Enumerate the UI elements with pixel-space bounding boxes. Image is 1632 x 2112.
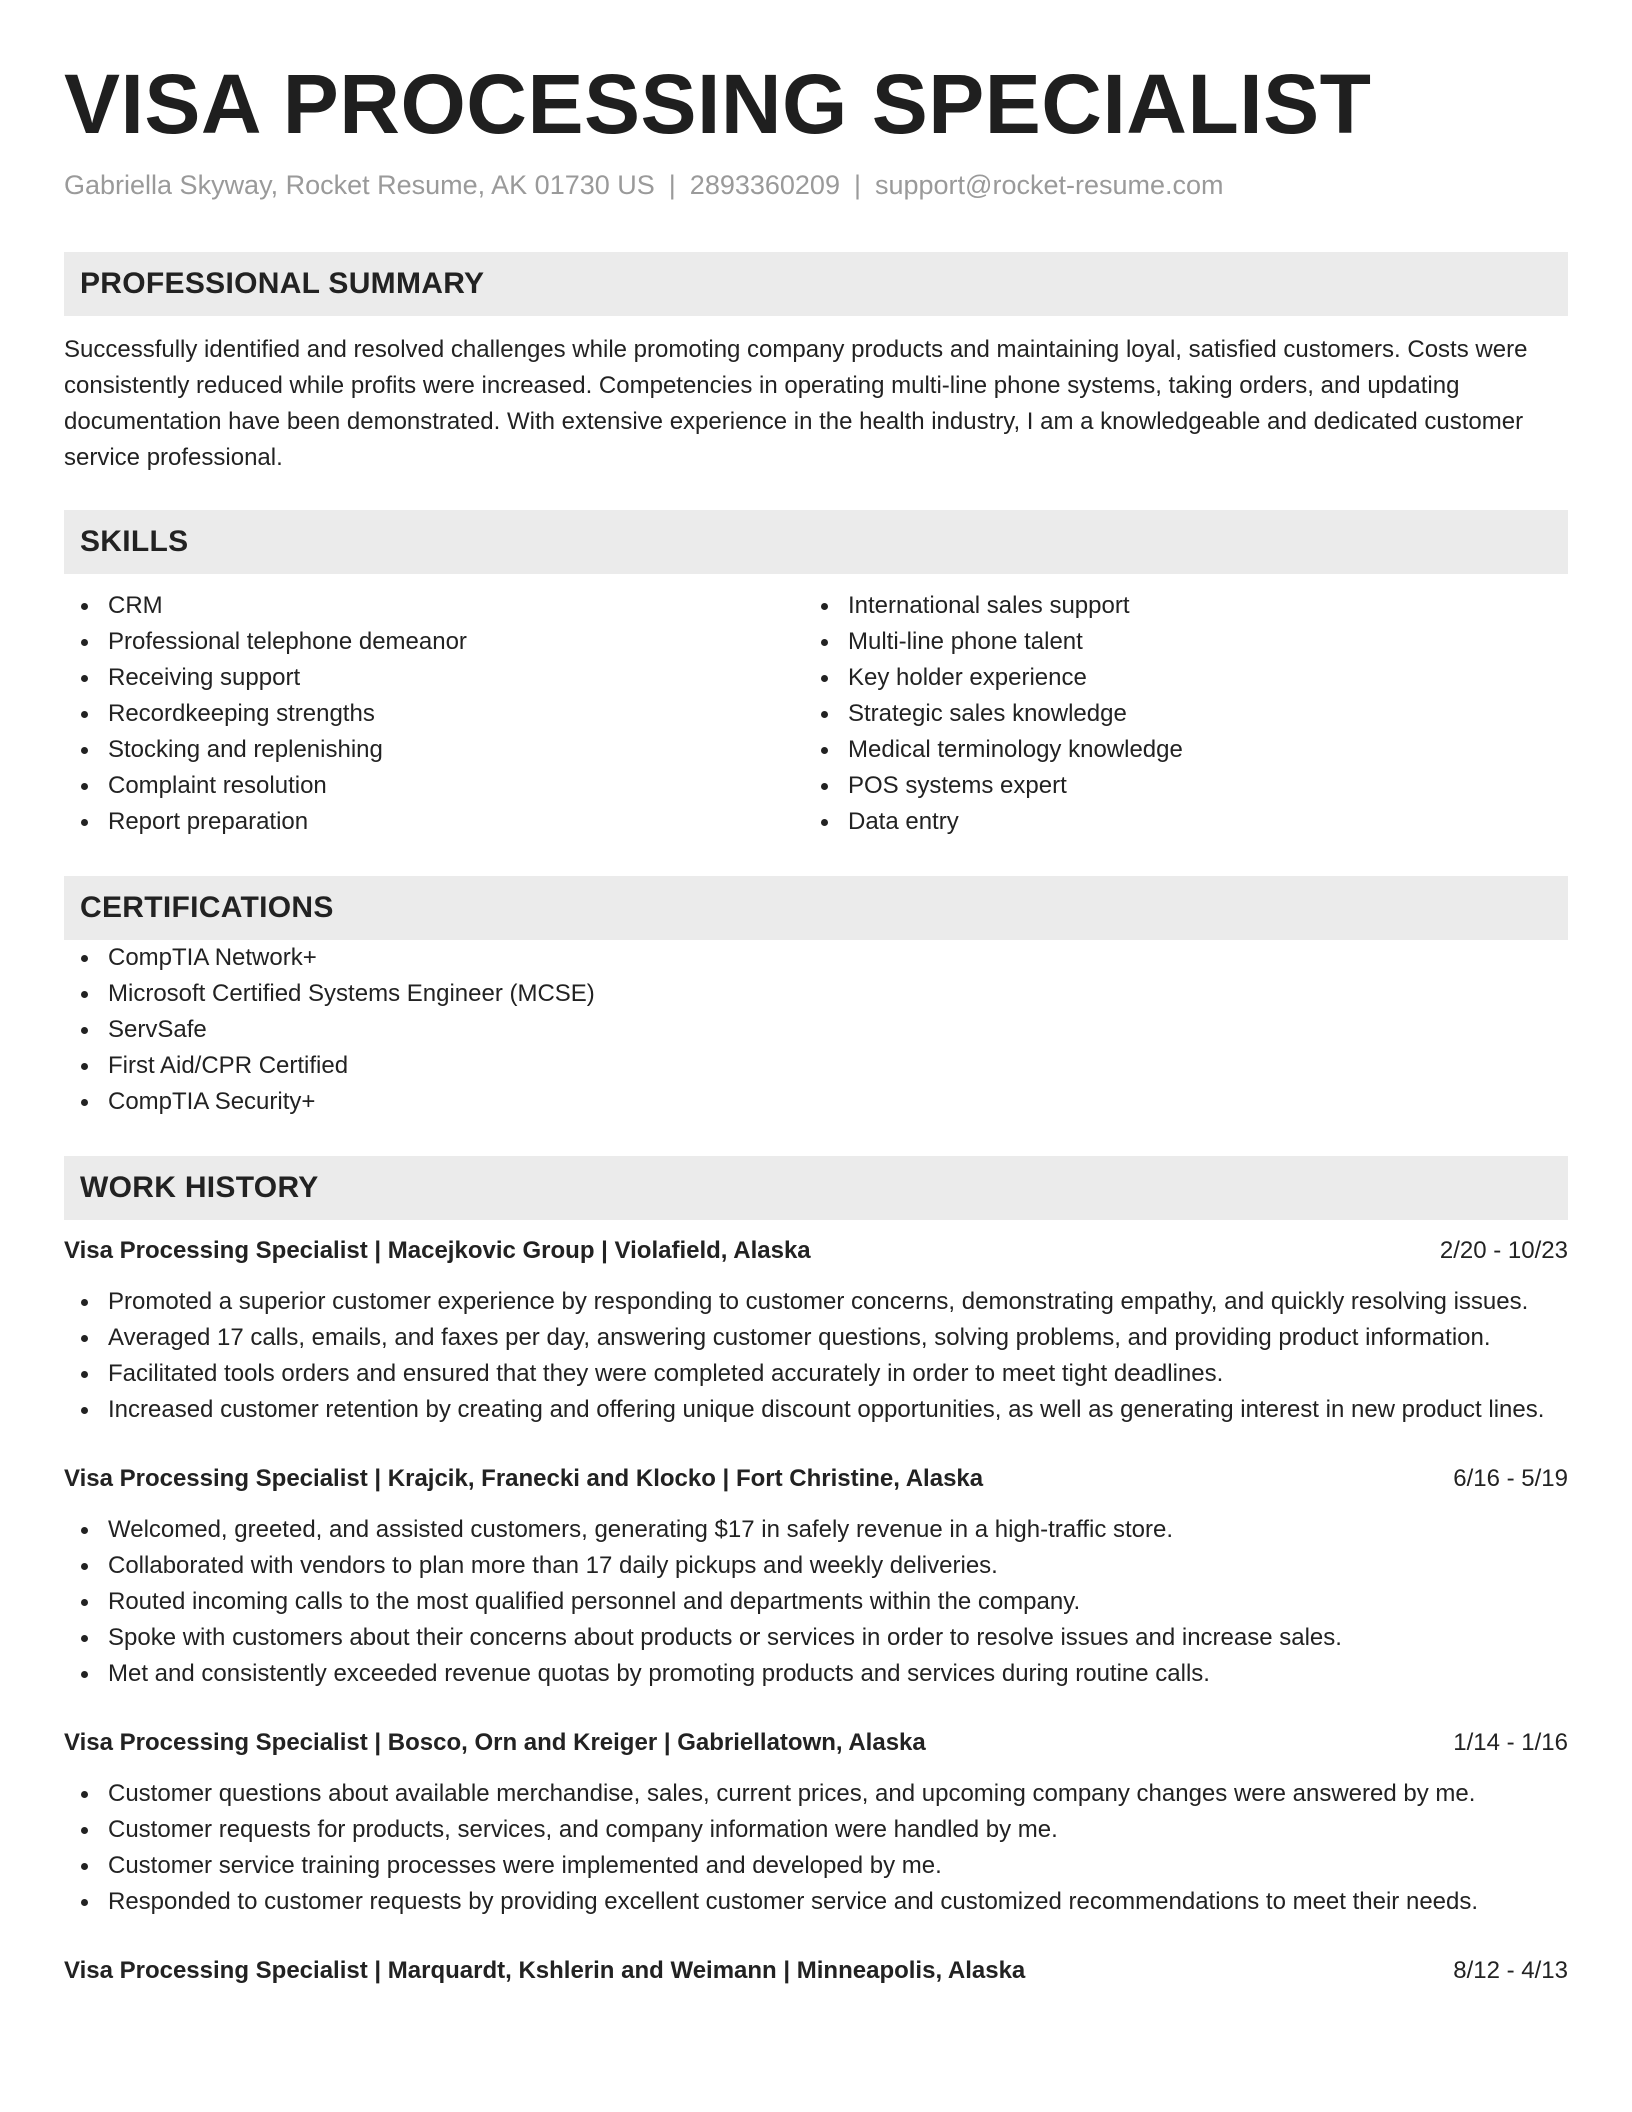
job-title: Visa Processing Specialist | Marquardt, Kshlerin and Weimann | Minneapolis, Alaska [64, 1957, 1026, 1984]
skills-list-left [64, 588, 804, 840]
skill-item: Medical terminology knowledge [848, 732, 1544, 768]
job-bullet: Increased customer retention by creating and offering unique discount opportunities, as well as generating interest in new product lines. [108, 1392, 1568, 1428]
contact-phone: 2893360209 [689, 170, 840, 200]
job-bullet: Spoke with customers about their concerns about products or services in order to resolve issues and increase sales. [108, 1620, 1568, 1656]
job-entry [64, 1726, 1568, 1920]
job-bullet: Routed incoming calls to the most qualified personnel and departments within the company. [108, 1584, 1568, 1620]
contact-line [64, 168, 1568, 202]
job-bullet: Promoted a superior customer experience by responding to customer concerns, demonstrating empathy, and quickly resolving issues. [108, 1284, 1568, 1320]
job-bullet: Customer service training processes were implemented and developed by me. [108, 1848, 1568, 1884]
contact-address: Gabriella Skyway, Rocket Resume, AK 01730 US [64, 170, 655, 200]
skill-item: Strategic sales knowledge [848, 696, 1544, 732]
job-dates: 1/14 - 1/16 [1453, 1729, 1568, 1756]
job-bullet: Collaborated with vendors to plan more than 17 daily pickups and weekly deliveries. [108, 1548, 1568, 1584]
job-entry [64, 1234, 1568, 1428]
certification-item: CompTIA Network+ [108, 940, 1568, 976]
skill-item: Multi-line phone talent [848, 624, 1544, 660]
section-heading-work-history: WORK HISTORY [64, 1156, 1568, 1220]
contact-separator: | [668, 170, 676, 200]
job-dates: 2/20 - 10/23 [1439, 1237, 1568, 1264]
job-bullets [64, 1284, 1568, 1428]
job-entry [64, 1462, 1568, 1692]
job-bullets [64, 1776, 1568, 1920]
skills-list-right [804, 588, 1544, 840]
skill-item: CRM [108, 588, 804, 624]
job-bullet: Welcomed, greeted, and assisted customers, generating $17 in safely revenue in a high-traffic store. [108, 1512, 1568, 1548]
job-bullets [64, 1512, 1568, 1692]
job-title: Visa Processing Specialist | Bosco, Orn and Kreiger | Gabriellatown, Alaska [64, 1729, 926, 1756]
skill-item: Stocking and replenishing [108, 732, 804, 768]
job-bullet: Responded to customer requests by providing excellent customer service and customized recommendations to meet their needs. [108, 1884, 1568, 1920]
section-heading-skills: SKILLS [64, 510, 1568, 574]
job-bullet: Facilitated tools orders and ensured that they were completed accurately in order to meet tight deadlines. [108, 1356, 1568, 1392]
skill-item: International sales support [848, 588, 1544, 624]
job-header [64, 1234, 1568, 1268]
job-bullet: Customer requests for products, services, and company information were handled by me. [108, 1812, 1568, 1848]
skill-item: Data entry [848, 804, 1544, 840]
job-header [64, 1462, 1568, 1496]
skill-item: Professional telephone demeanor [108, 624, 804, 660]
section-heading-summary: PROFESSIONAL SUMMARY [64, 252, 1568, 316]
certification-item: CompTIA Security+ [108, 1084, 1568, 1120]
section-heading-certifications: CERTIFICATIONS [64, 876, 1568, 940]
skills-column-right [804, 588, 1544, 840]
contact-email: support@rocket-resume.com [874, 170, 1224, 200]
job-header [64, 1954, 1568, 1988]
contact-separator: | [853, 170, 861, 200]
skill-item: Recordkeeping strengths [108, 696, 804, 732]
job-header [64, 1726, 1568, 1760]
job-title: Visa Processing Specialist | Krajcik, Franecki and Klocko | Fort Christine, Alaska [64, 1465, 984, 1492]
job-bullet: Customer questions about available merchandise, sales, current prices, and upcoming company changes were answered by me. [108, 1776, 1568, 1812]
skills-column-left [64, 588, 804, 840]
job-bullet: Averaged 17 calls, emails, and faxes per day, answering customer questions, solving problems, and providing product information. [108, 1320, 1568, 1356]
skill-item: Report preparation [108, 804, 804, 840]
resume-title: VISA PROCESSING SPECIALIST [64, 57, 1372, 151]
job-dates: 8/12 - 4/13 [1453, 1957, 1568, 1984]
skill-item: Receiving support [108, 660, 804, 696]
job-bullet: Met and consistently exceeded revenue quotas by promoting products and services during routine calls. [108, 1656, 1568, 1692]
certification-item: Microsoft Certified Systems Engineer (MCSE) [108, 976, 1568, 1012]
certifications-list [64, 940, 1568, 1120]
skill-item: Complaint resolution [108, 768, 804, 804]
job-title: Visa Processing Specialist | Macejkovic Group | Violafield, Alaska [64, 1237, 811, 1264]
certification-item: ServSafe [108, 1012, 1568, 1048]
skill-item: POS systems expert [848, 768, 1544, 804]
job-dates: 6/16 - 5/19 [1453, 1465, 1568, 1492]
job-entry [64, 1954, 1568, 1988]
summary-text: Successfully identified and resolved challenges while promoting company products and maintaining loyal, satisfied customers. Costs were consistently reduced while profits were increased. Competencies in operating multi-line phone systems, taking orders, and updating documentation have been demonstrated. With extensive experience in the health industry, I am a knowledgeable and dedicated customer service professional. [64, 336, 1528, 471]
skill-item: Key holder experience [848, 660, 1544, 696]
skills-grid [64, 588, 1568, 840]
certification-item: First Aid/CPR Certified [108, 1048, 1568, 1084]
